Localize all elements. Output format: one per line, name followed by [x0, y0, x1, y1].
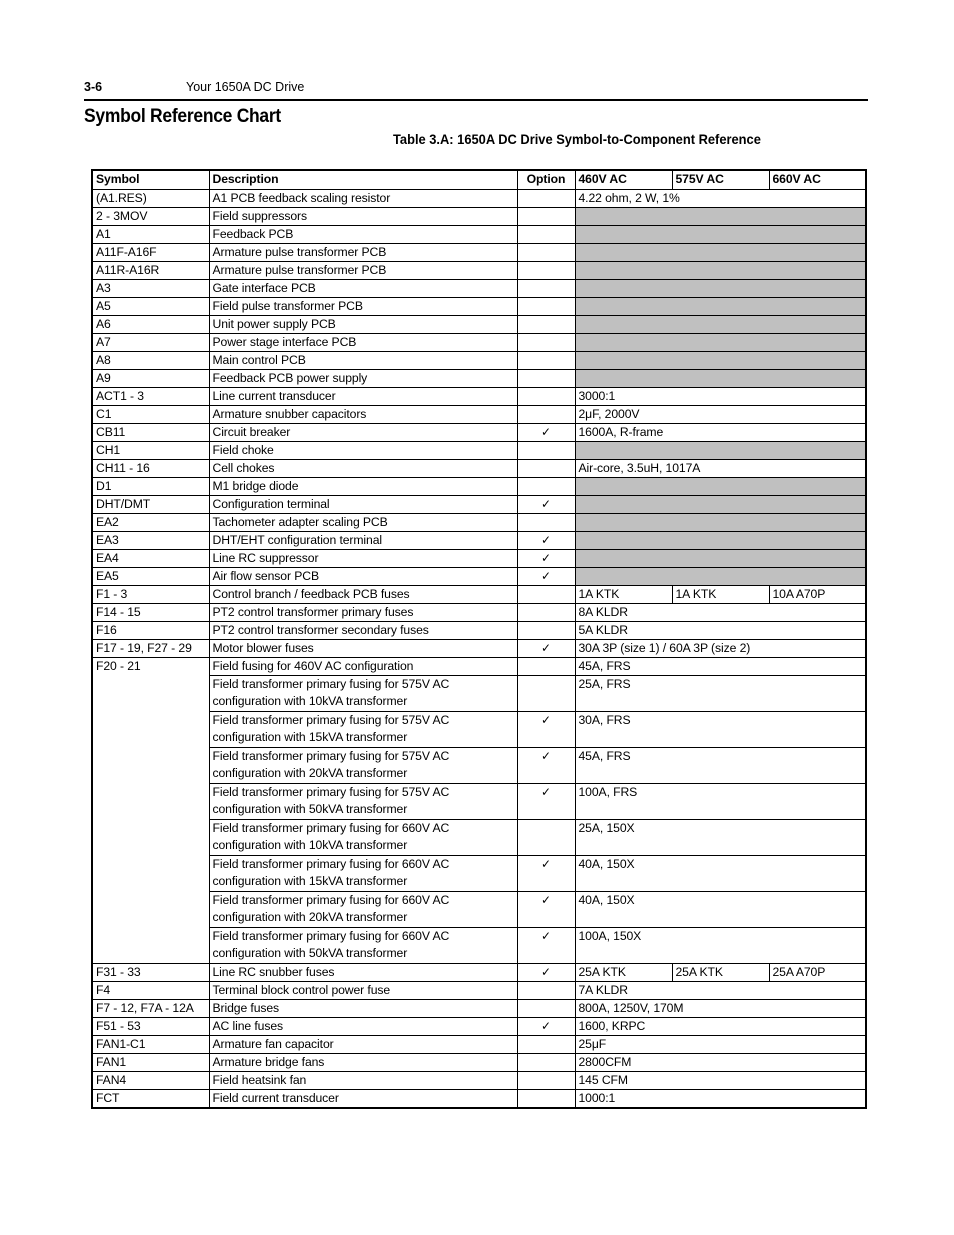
value-cell-all-voltages: 1600A, R-frame [575, 424, 866, 442]
table-caption: Table 3.A: 1650A DC Drive Symbol-to-Component Reference [393, 131, 761, 147]
checkmark-icon: ✓ [541, 533, 551, 547]
symbol-cell: CH1 [92, 442, 209, 460]
description-cell: Circuit breaker [209, 424, 517, 442]
table-row [92, 316, 866, 334]
table-row [92, 748, 866, 784]
description-cell: Line current transducer [209, 388, 517, 406]
value-cell-all-voltages: 3000:1 [575, 388, 866, 406]
value-cell-unspecified [575, 244, 866, 262]
value-cell-unspecified [575, 298, 866, 316]
description-cell: Gate interface PCB [209, 280, 517, 298]
description-line: configuration with 10kVA transformer [212, 694, 408, 708]
option-cell [517, 424, 575, 442]
col-symbol: Symbol [92, 170, 209, 190]
option-cell [517, 640, 575, 658]
description-cell: PT2 control transformer primary fuses [209, 604, 517, 622]
table-row [92, 298, 866, 316]
option-cell [517, 280, 575, 298]
option-cell [517, 1018, 575, 1036]
value-cell-all-voltages: 800A, 1250V, 170M [575, 1000, 866, 1018]
symbol-cell: FAN1-C1 [92, 1036, 209, 1054]
option-cell [517, 856, 575, 892]
symbol-cell: CH11 - 16 [92, 460, 209, 478]
value-cell-all-voltages: 100A, FRS [575, 784, 866, 820]
table-row [92, 370, 866, 388]
symbol-cell: FCT [92, 1090, 209, 1109]
table-row [92, 1054, 866, 1072]
symbol-cell: EA4 [92, 550, 209, 568]
table-row [92, 352, 866, 370]
symbol-cell: ACT1 - 3 [92, 388, 209, 406]
option-cell [517, 586, 575, 604]
checkmark-icon: ✓ [541, 893, 551, 907]
table-row [92, 622, 866, 640]
description-cell: Air flow sensor PCB [209, 568, 517, 586]
option-cell [517, 334, 575, 352]
symbol-cell: (A1.RES) [92, 190, 209, 208]
description-line: configuration with 15kVA transformer [212, 730, 408, 744]
value-cell-460v: 1A KTK [575, 586, 672, 604]
checkmark-icon: ✓ [541, 929, 551, 943]
table-row [92, 550, 866, 568]
symbol-cell: FAN1 [92, 1054, 209, 1072]
table-row [92, 676, 866, 712]
description-line: Field transformer primary fusing for 660V AC [212, 929, 450, 943]
value-cell-all-voltages: 2μF, 2000V [575, 406, 866, 424]
description-cell: Cell chokes [209, 460, 517, 478]
checkmark-icon: ✓ [541, 965, 551, 979]
description-cell: DHT/EHT configuration terminal [209, 532, 517, 550]
value-cell-unspecified [575, 208, 866, 226]
table-row [92, 604, 866, 622]
checkmark-icon: ✓ [541, 857, 551, 871]
table-row [92, 568, 866, 586]
option-cell [517, 712, 575, 748]
table-row [92, 964, 866, 982]
option-cell [517, 892, 575, 928]
description-cell: Control branch / feedback PCB fuses [209, 586, 517, 604]
description-cell: Armature pulse transformer PCB [209, 262, 517, 280]
table-header-row [92, 170, 866, 190]
description-cell: Field heatsink fan [209, 1072, 517, 1090]
description-cell: Unit power supply PCB [209, 316, 517, 334]
table-row [92, 460, 866, 478]
description-line: Field transformer primary fusing for 575V AC [212, 677, 450, 691]
description-line: Field transformer primary fusing for 660V AC [212, 857, 450, 871]
option-cell [517, 568, 575, 586]
table-row [92, 424, 866, 442]
symbol-cell: F1 - 3 [92, 586, 209, 604]
description-cell [209, 892, 517, 928]
description-cell: Field pulse transformer PCB [209, 298, 517, 316]
table-row [92, 1090, 866, 1109]
table-row [92, 1018, 866, 1036]
value-cell-575v: 1A KTK [672, 586, 769, 604]
table-row [92, 1072, 866, 1090]
table-row [92, 982, 866, 1000]
value-cell-unspecified [575, 478, 866, 496]
checkmark-icon: ✓ [541, 713, 551, 727]
description-cell [209, 820, 517, 856]
description-cell: Configuration terminal [209, 496, 517, 514]
symbol-cell: F51 - 53 [92, 1018, 209, 1036]
table-row [92, 820, 866, 856]
value-cell-unspecified [575, 334, 866, 352]
value-cell-all-voltages: 30A, FRS [575, 712, 866, 748]
checkmark-icon: ✓ [541, 569, 551, 583]
option-cell [517, 316, 575, 334]
symbol-cell: A3 [92, 280, 209, 298]
col-description: Description [209, 170, 517, 190]
symbol-cell: A7 [92, 334, 209, 352]
value-cell-all-voltages: 30A 3P (size 1) / 60A 3P (size 2) [575, 640, 866, 658]
option-cell [517, 622, 575, 640]
option-cell [517, 496, 575, 514]
description-cell: Line RC snubber fuses [209, 964, 517, 982]
col-460v: 460V AC [575, 170, 672, 190]
value-cell-unspecified [575, 370, 866, 388]
value-cell-unspecified [575, 514, 866, 532]
page-header [84, 80, 868, 101]
symbol-cell: A11R-A16R [92, 262, 209, 280]
table-row [92, 190, 866, 208]
col-575v: 575V AC [672, 170, 769, 190]
running-title: Your 1650A DC Drive [186, 80, 305, 94]
option-cell [517, 244, 575, 262]
option-cell [517, 1090, 575, 1109]
value-cell-all-voltages: 2800CFM [575, 1054, 866, 1072]
description-cell: Motor blower fuses [209, 640, 517, 658]
value-cell-all-voltages: 40A, 150X [575, 892, 866, 928]
symbol-cell: A1 [92, 226, 209, 244]
table-row [92, 406, 866, 424]
option-cell [517, 478, 575, 496]
value-cell-575v: 25A KTK [672, 964, 769, 982]
value-cell-all-voltages: 100A, 150X [575, 928, 866, 964]
option-cell [517, 982, 575, 1000]
description-line: configuration with 50kVA transformer [212, 946, 408, 960]
table-row [92, 658, 866, 676]
description-cell [209, 712, 517, 748]
description-cell: Power stage interface PCB [209, 334, 517, 352]
table-row [92, 1036, 866, 1054]
symbol-cell: D1 [92, 478, 209, 496]
value-cell-unspecified [575, 550, 866, 568]
table-row [92, 208, 866, 226]
description-cell: Armature bridge fans [209, 1054, 517, 1072]
symbol-cell: A11F-A16F [92, 244, 209, 262]
value-cell-unspecified [575, 262, 866, 280]
value-cell-unspecified [575, 568, 866, 586]
description-cell: Feedback PCB power supply [209, 370, 517, 388]
symbol-cell: A8 [92, 352, 209, 370]
description-line: Field transformer primary fusing for 660V AC [212, 821, 450, 835]
checkmark-icon: ✓ [541, 1019, 551, 1033]
symbol-cell: A5 [92, 298, 209, 316]
symbol-cell: A9 [92, 370, 209, 388]
table-row [92, 280, 866, 298]
col-660v: 660V AC [769, 170, 866, 190]
option-cell [517, 388, 575, 406]
symbol-cell: F4 [92, 982, 209, 1000]
value-cell-unspecified [575, 532, 866, 550]
option-cell [517, 928, 575, 964]
checkmark-icon: ✓ [541, 785, 551, 799]
table-row [92, 388, 866, 406]
description-cell: Field suppressors [209, 208, 517, 226]
description-cell: AC line fuses [209, 1018, 517, 1036]
checkmark-icon: ✓ [541, 749, 551, 763]
description-line: configuration with 10kVA transformer [212, 838, 408, 852]
option-cell [517, 1072, 575, 1090]
table-row [92, 334, 866, 352]
page-number: 3-6 [84, 80, 103, 94]
option-cell [517, 298, 575, 316]
description-cell [209, 676, 517, 712]
option-cell [517, 442, 575, 460]
symbol-cell: F14 - 15 [92, 604, 209, 622]
option-cell [517, 1054, 575, 1072]
table-row [92, 244, 866, 262]
description-line: configuration with 15kVA transformer [212, 874, 408, 888]
table-row [92, 892, 866, 928]
table-row [92, 496, 866, 514]
symbol-reference-table-wrap [91, 169, 867, 1109]
section-title: Symbol Reference Chart [84, 106, 281, 127]
option-cell [517, 370, 575, 388]
option-cell [517, 460, 575, 478]
description-cell: M1 bridge diode [209, 478, 517, 496]
description-cell: Terminal block control power fuse [209, 982, 517, 1000]
table-row [92, 640, 866, 658]
table-body [92, 190, 866, 1109]
table-row [92, 226, 866, 244]
option-cell [517, 514, 575, 532]
symbol-cell: CB11 [92, 424, 209, 442]
description-line: Field transformer primary fusing for 575V AC [212, 749, 450, 763]
value-cell-unspecified [575, 226, 866, 244]
table-row [92, 478, 866, 496]
option-cell [517, 190, 575, 208]
table-row [92, 442, 866, 460]
option-cell [517, 550, 575, 568]
description-cell: PT2 control transformer secondary fuses [209, 622, 517, 640]
value-cell-all-voltages: 7A KLDR [575, 982, 866, 1000]
value-cell-all-voltages: 25A, FRS [575, 676, 866, 712]
symbol-cell: FAN4 [92, 1072, 209, 1090]
option-cell [517, 532, 575, 550]
value-cell-all-voltages: 1000:1 [575, 1090, 866, 1109]
option-cell [517, 676, 575, 712]
value-cell-all-voltages: 25A, 150X [575, 820, 866, 856]
symbol-cell: A6 [92, 316, 209, 334]
value-cell-all-voltages: 1600, KRPC [575, 1018, 866, 1036]
symbol-cell: F31 - 33 [92, 964, 209, 982]
description-line: Field transformer primary fusing for 575V AC [212, 785, 450, 799]
option-cell [517, 604, 575, 622]
description-cell: Armature pulse transformer PCB [209, 244, 517, 262]
description-cell [209, 928, 517, 964]
value-cell-660v: 25A A70P [769, 964, 866, 982]
description-line: Field transformer primary fusing for 575V AC [212, 713, 450, 727]
option-cell [517, 208, 575, 226]
option-cell [517, 406, 575, 424]
table-row [92, 262, 866, 280]
value-cell-460v: 25A KTK [575, 964, 672, 982]
option-cell [517, 352, 575, 370]
value-cell-unspecified [575, 352, 866, 370]
symbol-cell: F16 [92, 622, 209, 640]
option-cell [517, 262, 575, 280]
table-row [92, 1000, 866, 1018]
description-cell [209, 784, 517, 820]
symbol-cell: C1 [92, 406, 209, 424]
symbol-reference-table [91, 169, 867, 1109]
option-cell [517, 226, 575, 244]
value-cell-all-voltages: Air-core, 3.5uH, 1017A [575, 460, 866, 478]
option-cell [517, 1000, 575, 1018]
checkmark-icon: ✓ [541, 641, 551, 655]
description-cell: Armature snubber capacitors [209, 406, 517, 424]
description-cell: Main control PCB [209, 352, 517, 370]
description-cell: Bridge fuses [209, 1000, 517, 1018]
description-line: Field transformer primary fusing for 660V AC [212, 893, 450, 907]
value-cell-all-voltages: 45A, FRS [575, 748, 866, 784]
description-cell: A1 PCB feedback scaling resistor [209, 190, 517, 208]
symbol-cell: F17 - 19, F27 - 29 [92, 640, 209, 658]
checkmark-icon: ✓ [541, 497, 551, 511]
description-cell [209, 658, 517, 676]
value-cell-660v: 10A A70P [769, 586, 866, 604]
table-row [92, 928, 866, 964]
checkmark-icon: ✓ [541, 551, 551, 565]
description-cell: Field choke [209, 442, 517, 460]
symbol-cell: 2 - 3MOV [92, 208, 209, 226]
table-row [92, 784, 866, 820]
description-line: Field fusing for 460V AC configuration [212, 659, 414, 673]
symbol-cell: F7 - 12, F7A - 12A [92, 1000, 209, 1018]
symbol-cell: F20 - 21 [92, 658, 209, 964]
table-row [92, 532, 866, 550]
description-cell [209, 856, 517, 892]
value-cell-unspecified [575, 280, 866, 298]
value-cell-unspecified [575, 442, 866, 460]
option-cell [517, 784, 575, 820]
table-row [92, 586, 866, 604]
description-cell: Feedback PCB [209, 226, 517, 244]
value-cell-all-voltages: 25μF [575, 1036, 866, 1054]
table-row [92, 856, 866, 892]
description-cell: Tachometer adapter scaling PCB [209, 514, 517, 532]
table-row [92, 712, 866, 748]
value-cell-all-voltages: 8A KLDR [575, 604, 866, 622]
value-cell-all-voltages: 45A, FRS [575, 658, 866, 676]
description-cell: Armature fan capacitor [209, 1036, 517, 1054]
description-line: configuration with 20kVA transformer [212, 910, 408, 924]
table-caption-wrap [0, 131, 954, 147]
option-cell [517, 820, 575, 856]
value-cell-unspecified [575, 316, 866, 334]
description-cell: Line RC suppressor [209, 550, 517, 568]
symbol-cell: EA2 [92, 514, 209, 532]
value-cell-all-voltages: 40A, 150X [575, 856, 866, 892]
option-cell [517, 1036, 575, 1054]
value-cell-all-voltages: 145 CFM [575, 1072, 866, 1090]
col-option: Option [517, 170, 575, 190]
description-cell [209, 748, 517, 784]
value-cell-all-voltages: 4.22 ohm, 2 W, 1% [575, 190, 866, 208]
table-row [92, 514, 866, 532]
description-cell: Field current transducer [209, 1090, 517, 1109]
checkmark-icon: ✓ [541, 425, 551, 439]
symbol-cell: EA3 [92, 532, 209, 550]
value-cell-all-voltages: 5A KLDR [575, 622, 866, 640]
description-line: configuration with 20kVA transformer [212, 766, 408, 780]
symbol-cell: EA5 [92, 568, 209, 586]
value-cell-unspecified [575, 496, 866, 514]
option-cell [517, 964, 575, 982]
symbol-cell: DHT/DMT [92, 496, 209, 514]
option-cell [517, 748, 575, 784]
option-cell [517, 658, 575, 676]
description-line: configuration with 50kVA transformer [212, 802, 408, 816]
